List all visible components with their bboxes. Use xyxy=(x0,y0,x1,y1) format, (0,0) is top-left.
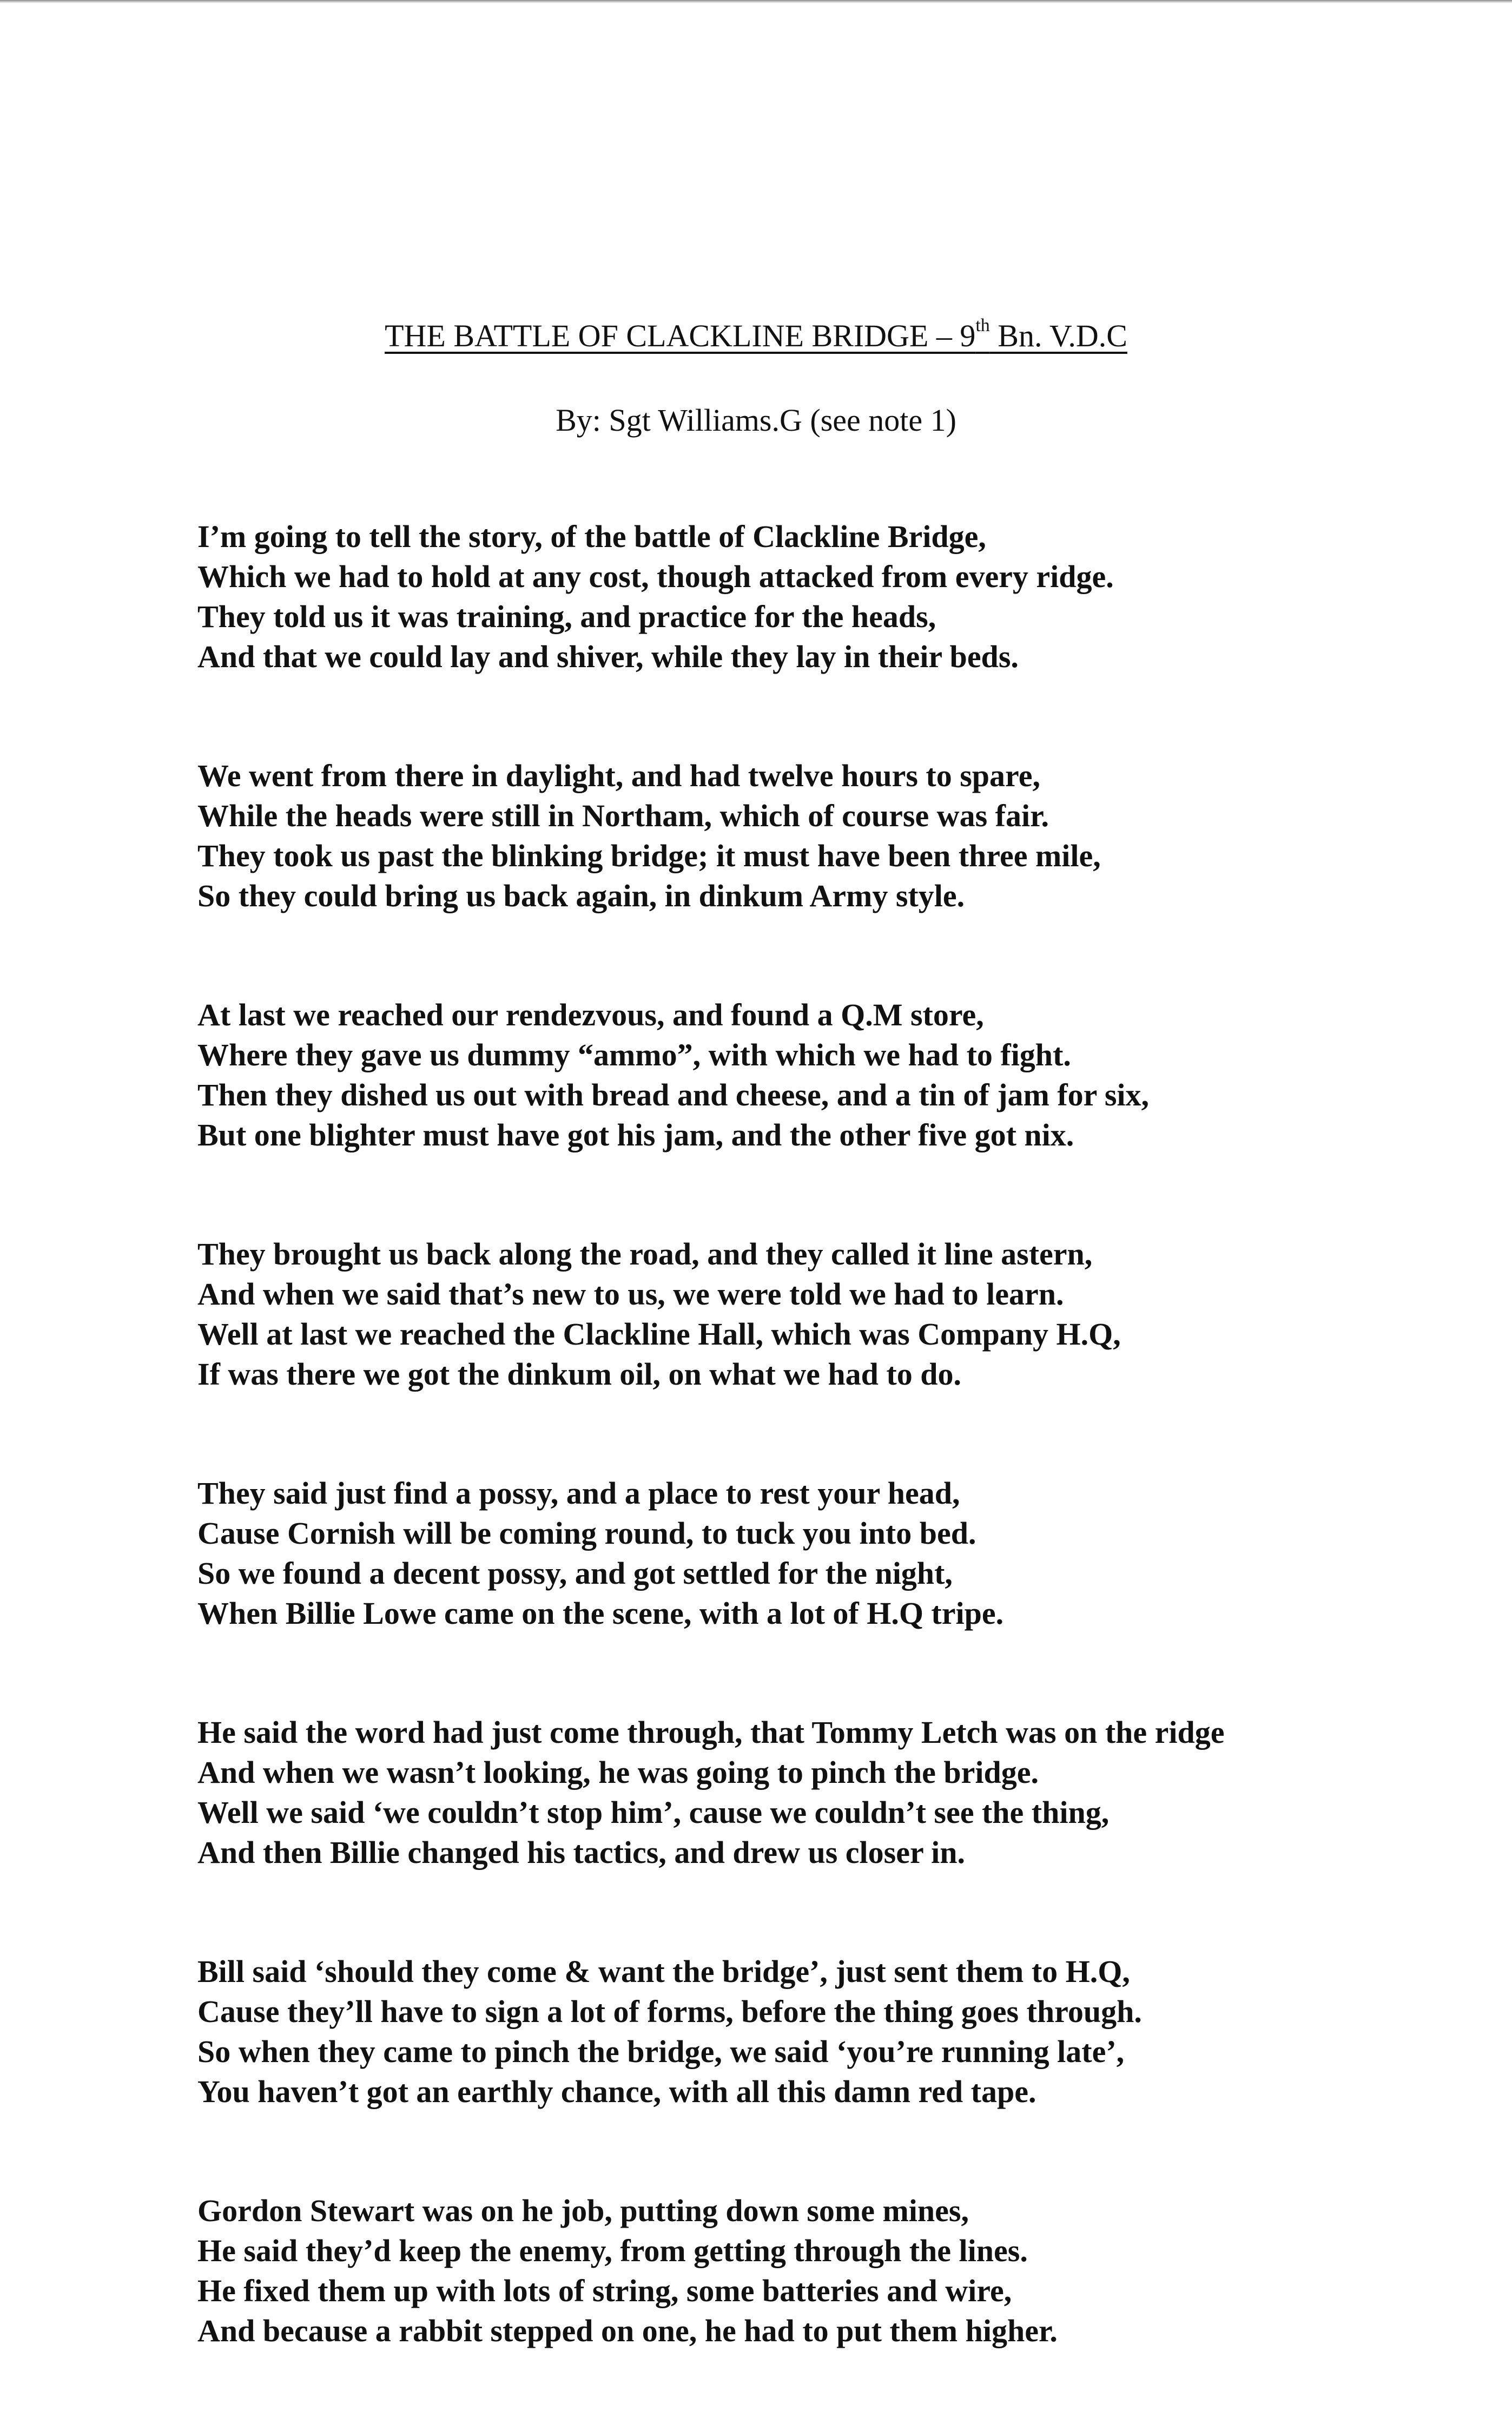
title-end: Bn. V.D.C xyxy=(989,318,1127,353)
poem-line: And because a rabbit stepped on one, he had to put them higher. xyxy=(197,2313,1058,2348)
poem-line: I’m going to tell the story, of the battle of Clackline Bridge, xyxy=(197,519,986,554)
poem-body xyxy=(197,517,1442,2430)
poem-line: Well at last we reached the Clackline Hall, which was Company H.Q, xyxy=(197,1316,1121,1352)
poem-line: They said just find a possy, and a place to rest your head, xyxy=(197,1476,960,1511)
poem-line: They brought us back along the road, and they called it line astern, xyxy=(197,1236,1093,1272)
poem-line: When Billie Lowe came on the scene, with a lot of H.Q tripe. xyxy=(197,1596,1004,1631)
title-main: THE BATTLE OF CLACKLINE BRIDGE – 9 xyxy=(385,318,976,353)
poem-line: They told us it was training, and practice for the heads, xyxy=(197,599,936,634)
poem-line: And when we wasn’t looking, he was going to pinch the bridge. xyxy=(197,1755,1039,1790)
poem-line: And then Billie changed his tactics, and drew us closer in. xyxy=(197,1835,966,1870)
poem-line: Then they dished us out with bread and cheese, and a tin of jam for six, xyxy=(197,1077,1150,1112)
poem-line: Well we said ‘we couldn’t stop him’, cause we couldn’t see the thing, xyxy=(197,1795,1110,1830)
stanza-6 xyxy=(197,1713,1442,1873)
stanza-1 xyxy=(197,517,1442,677)
poem-line: Cause Cornish will be coming round, to tuck you into bed. xyxy=(197,1516,976,1551)
poem-line: He said they’d keep the enemy, from getting through the lines. xyxy=(197,2233,1028,2268)
poem-line: You haven’t got an earthly chance, with all this damn red tape. xyxy=(197,2074,1036,2109)
title-superscript: th xyxy=(975,315,990,335)
title-text xyxy=(385,315,1127,353)
poem-line: He said the word had just come through, that Tommy Letch was on the ridge xyxy=(197,1715,1225,1750)
poem-line: So they could bring us back again, in dinkum Army style. xyxy=(197,878,965,913)
byline: By: Sgt Williams.G (see note 1) xyxy=(556,403,956,438)
poem-line: If was there we got the dinkum oil, on what we had to do. xyxy=(197,1356,961,1392)
stanza-8 xyxy=(197,2191,1442,2351)
poem-line: While the heads were still in Northam, which of course was fair. xyxy=(197,798,1049,833)
poem-line: Which we had to hold at any cost, though attacked from every ridge. xyxy=(197,559,1114,594)
poem-line: They took us past the blinking bridge; it must have been three mile, xyxy=(197,838,1101,873)
stanza-2 xyxy=(197,756,1442,916)
poem-line: We went from there in daylight, and had twelve hours to spare, xyxy=(197,758,1040,793)
poem-line: Where they gave us dummy “ammo”, with which we had to fight. xyxy=(197,1037,1071,1072)
poem-line: Bill said ‘should they come & want the bridge’, just sent them to H.Q, xyxy=(197,1954,1130,1989)
poem-line: Cause they’ll have to sign a lot of forms, before the thing goes through. xyxy=(197,1994,1142,2029)
stanza-4 xyxy=(197,1234,1442,1394)
stanza-7 xyxy=(197,1952,1442,2112)
poem-line: At last we reached our rendezvous, and found a Q.M store, xyxy=(197,997,984,1032)
poem-line: Gordon Stewart was on he job, putting down some mines, xyxy=(197,2193,969,2228)
poem-line: So we found a decent possy, and got settled for the night, xyxy=(197,1556,953,1591)
poem-line: So when they came to pinch the bridge, we said ‘you’re running late’, xyxy=(197,2034,1125,2069)
poem-line: And that we could lay and shiver, while they lay in their beds. xyxy=(197,639,1019,674)
page-title xyxy=(0,315,1512,353)
stanza-5 xyxy=(197,1473,1442,1634)
stanza-3 xyxy=(197,995,1442,1155)
poem-line: But one blighter must have got his jam, and the other five got nix. xyxy=(197,1117,1074,1153)
poem-line: He fixed them up with lots of string, some batteries and wire, xyxy=(197,2273,1012,2308)
poem-line: And when we said that’s new to us, we were told we had to learn. xyxy=(197,1276,1064,1312)
